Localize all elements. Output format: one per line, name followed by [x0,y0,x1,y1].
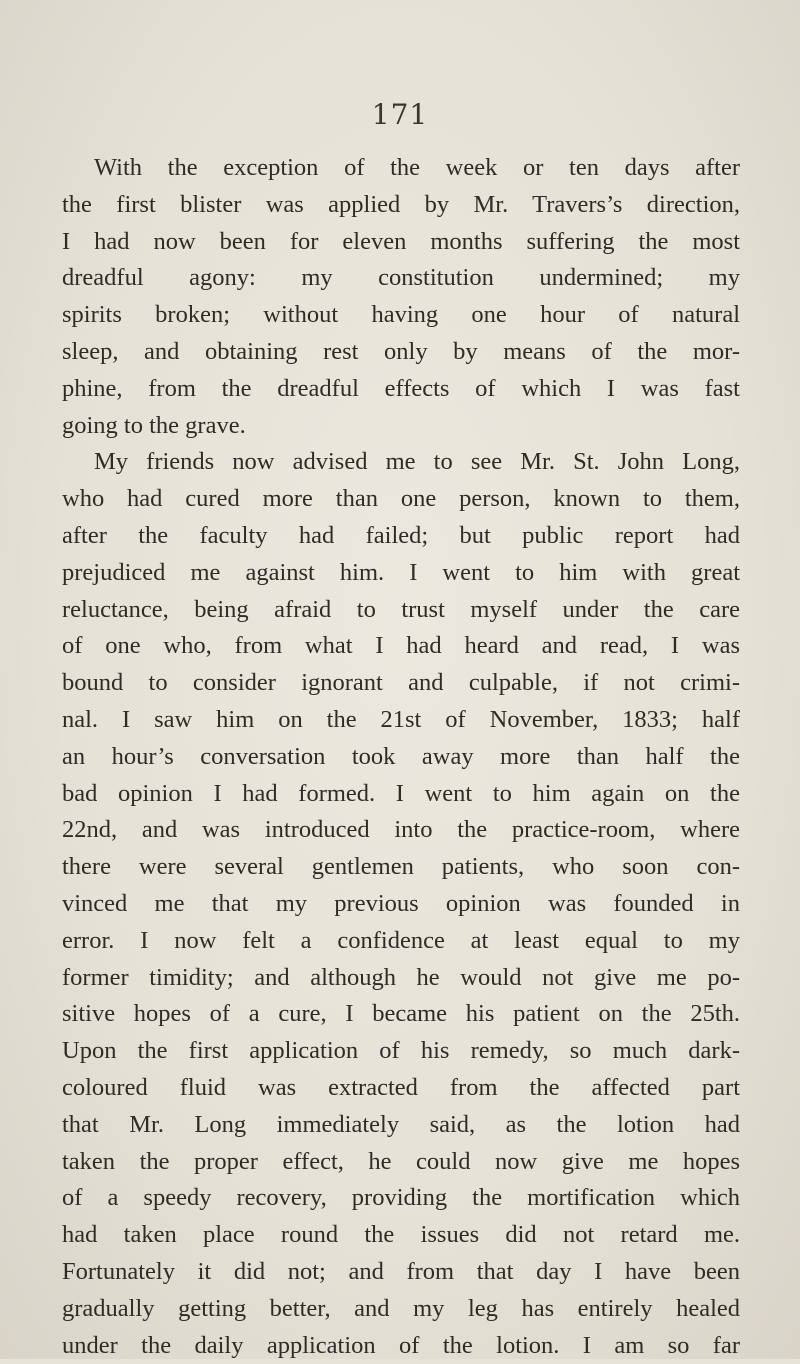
text-line: going to the grave. [62,408,740,445]
text-line: spirits broken; without having one hour of natural [62,297,740,334]
text-line: taken the proper effect, he could now give me hopes [62,1144,740,1181]
text-line: nal. I saw him on the 21st of November, 1833; half [62,702,740,739]
text-line: had taken place round the issues did not retard me. [62,1217,740,1254]
text-line: former timidity; and although he would not give me po- [62,960,740,997]
text-line: gradually getting better, and my leg has entirely healed [62,1291,740,1328]
text-line: there were several gentlemen patients, who soon con- [62,849,740,886]
text-line: that Mr. Long immediately said, as the lotion had [62,1107,740,1144]
text-line: of a speedy recovery, providing the mortification which [62,1180,740,1217]
text-line: bad opinion I had formed. I went to him again on the [62,776,740,813]
text-line: dreadful agony: my constitution undermined; my [62,260,740,297]
text-line: an hour’s conversation took away more than half the [62,739,740,776]
text-line: sitive hopes of a cure, I became his patient on the 25th. [62,996,740,1033]
text-line: bound to consider ignorant and culpable, if not crimi- [62,665,740,702]
text-line: With the exception of the week or ten days after [62,150,740,187]
text-line: the first blister was applied by Mr. Travers’s direction, [62,187,740,224]
text-line: I had now been for eleven months suffering the most [62,224,740,261]
text-line: phine, from the dreadful effects of which I was fast [62,371,740,408]
text-line: prejudiced me against him. I went to him with great [62,555,740,592]
text-line: My friends now advised me to see Mr. St. John Long, [62,444,740,481]
text-line: who had cured more than one person, known to them, [62,481,740,518]
text-line: reluctance, being afraid to trust myself under the care [62,592,740,629]
text-line: 22nd, and was introduced into the practice-room, where [62,812,740,849]
text-line: sleep, and obtaining rest only by means of the mor- [62,334,740,371]
text-line: of one who, from what I had heard and read, I was [62,628,740,665]
page-number: 171 [0,98,800,131]
text-line: error. I now felt a confidence at least equal to my [62,923,740,960]
text-line: vinced me that my previous opinion was founded in [62,886,740,923]
body-text [62,150,740,1364]
text-line: under the daily application of the lotion. I am so far [62,1328,740,1364]
text-line: Fortunately it did not; and from that day I have been [62,1254,740,1291]
text-line: coloured fluid was extracted from the affected part [62,1070,740,1107]
text-line: after the faculty had failed; but public report had [62,518,740,555]
text-line: Upon the first application of his remedy, so much dark- [62,1033,740,1070]
